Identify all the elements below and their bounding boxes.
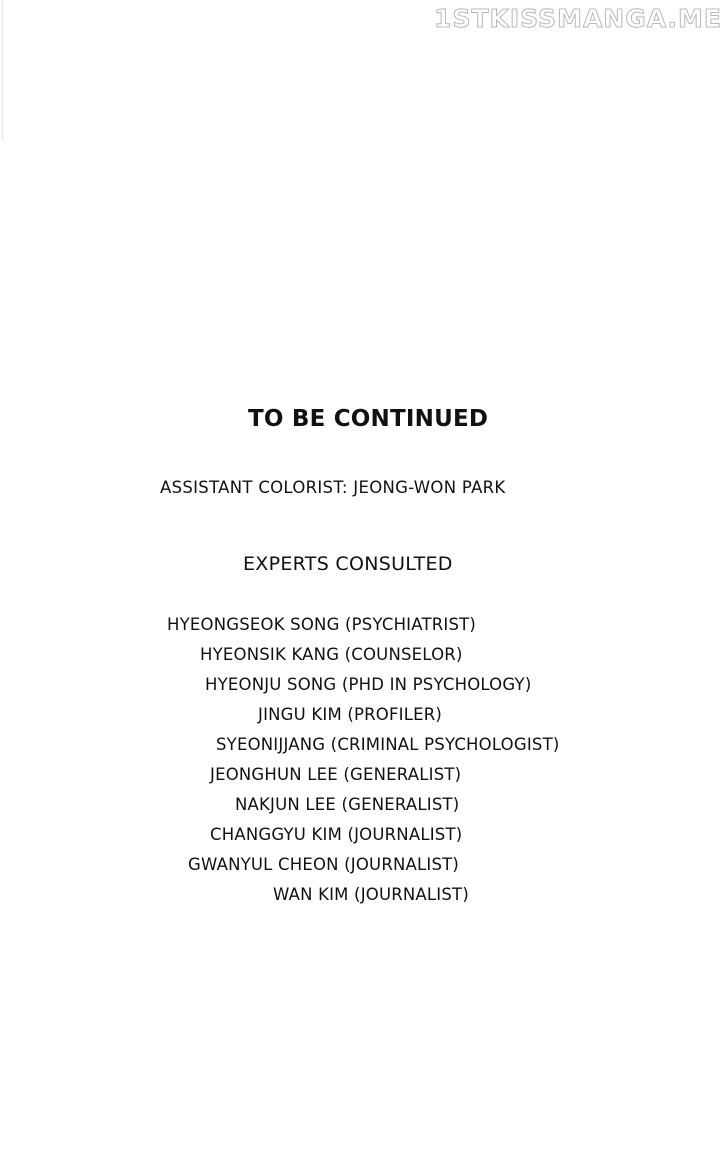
- expert-credit-line: SYEONIJJANG (CRIMINAL PSYCHOLOGIST): [216, 735, 560, 754]
- expert-credit-line: JEONGHUN LEE (GENERALIST): [210, 765, 462, 784]
- expert-credit-line: NAKJUN LEE (GENERALIST): [235, 795, 460, 814]
- expert-credit-line: HYEONJU SONG (PHD IN PSYCHOLOGY): [205, 675, 532, 694]
- site-watermark: 1STKISSMANGA.ME: [434, 4, 722, 33]
- panel-edge-line: [2, 0, 3, 140]
- experts-consulted-heading: EXPERTS CONSULTED: [243, 553, 453, 575]
- to-be-continued-heading: TO BE CONTINUED: [248, 406, 489, 432]
- expert-credit-line: GWANYUL CHEON (JOURNALIST): [188, 855, 460, 874]
- assistant-colorist-credit: ASSISTANT COLORIST: JEONG-WON PARK: [160, 478, 506, 497]
- expert-credit-line: HYEONSIK KANG (COUNSELOR): [200, 645, 463, 664]
- expert-credit-line: JINGU KIM (PROFILER): [258, 705, 443, 724]
- expert-credit-line: HYEONGSEOK SONG (PSYCHIATRIST): [167, 615, 477, 634]
- expert-credit-line: WAN KIM (JOURNALIST): [273, 885, 469, 904]
- expert-credit-line: CHANGGYU KIM (JOURNALIST): [210, 825, 463, 844]
